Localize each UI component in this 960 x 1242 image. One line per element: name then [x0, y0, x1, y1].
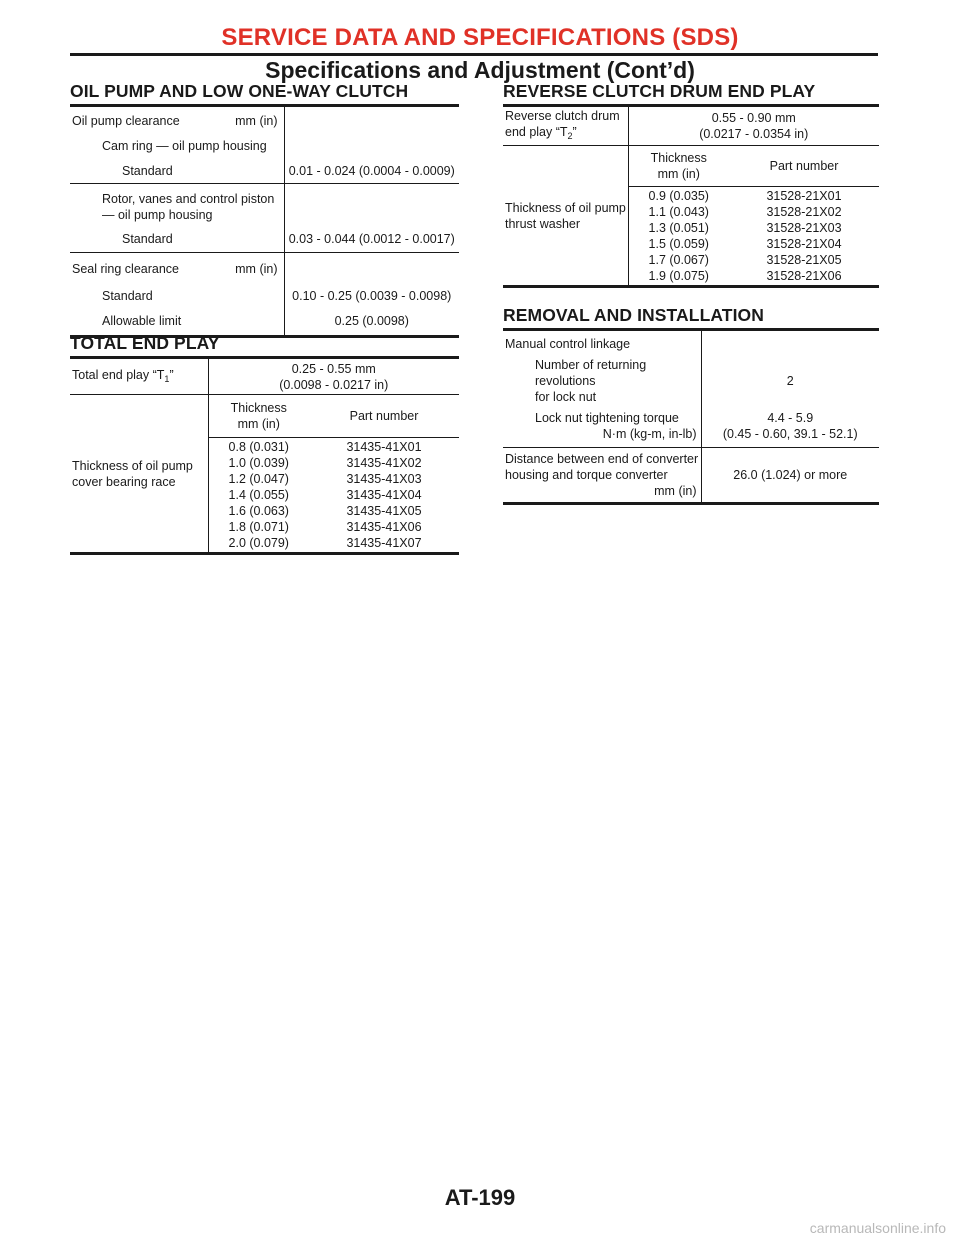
page-number: AT-199 — [444, 1185, 516, 1210]
section-title-removal: REMOVAL AND INSTALLATION — [503, 305, 764, 325]
header-divider — [70, 53, 878, 56]
oil-pump-clearance-label: Oil pump clearance — [72, 114, 180, 128]
thrust-washer-thickness-list — [628, 187, 729, 287]
list-item: 0.8 (0.031) — [228, 440, 289, 454]
page-header-subtitle: Specifications and Adjustment (Cont’d) — [265, 57, 695, 83]
list-item: 1.1 (0.043) — [648, 205, 709, 219]
section-title-reverse-clutch: REVERSE CLUTCH DRUM END PLAY — [503, 81, 816, 101]
total-end-play-label: Total end play “$T_1$” — [72, 367, 174, 384]
reverse-clutch-value: 0.55 - 0.90 mm (0.0217 - 0.0354 in) — [628, 107, 879, 146]
torque-value: 4.4 - 5.9 (0.45 - 0.60, 39.1 - 52.1) — [701, 405, 879, 448]
seal-clearance-unit: mm (in) — [235, 262, 278, 276]
rotor-label-line2: — oil pump housing — [102, 208, 213, 222]
reverse-clutch-label: Reverse clutch drum end play “$T_2$” — [505, 109, 620, 141]
seal-standard-value: 0.10 - 0.25 (0.0039 - 0.0098) — [284, 285, 459, 307]
rotor-standard-label: Standard — [122, 232, 173, 246]
oil-pump-clearance-unit: mm (in) — [235, 114, 278, 128]
list-item: 31528-21X01 — [766, 189, 842, 203]
watermark: carmanualsonline.info — [809, 1220, 946, 1236]
seal-clearance-cell — [70, 253, 284, 286]
oil-pump-table — [70, 107, 459, 338]
list-item: 0.9 (0.035) — [648, 189, 709, 203]
list-item: 2.0 (0.079) — [228, 536, 289, 550]
bearing-race-label: Thickness of oil pump cover bearing race — [70, 395, 208, 554]
bearing-race-col-thickness: Thickness mm (in) — [208, 395, 309, 438]
list-item: 31435-41X01 — [346, 440, 422, 454]
total-end-play-table — [70, 359, 459, 555]
list-item: 1.0 (0.039) — [228, 456, 289, 470]
list-item: 1.5 (0.059) — [648, 237, 709, 251]
removal-table — [503, 331, 879, 505]
thrust-washer-col-part: Part number — [729, 146, 879, 187]
list-item: 1.8 (0.071) — [228, 520, 289, 534]
cam-ring-label: Cam ring — oil pump housing — [102, 138, 267, 153]
list-item: 1.9 (0.075) — [648, 269, 709, 283]
thrust-washer-label: Thickness of oil pump thrust washer — [503, 146, 628, 287]
thrust-washer-part-list — [729, 187, 879, 287]
list-item: 31435-41X02 — [346, 456, 422, 470]
list-item: 1.3 (0.051) — [648, 221, 709, 235]
bearing-race-col-part: Part number — [309, 395, 459, 438]
rotor-standard-value: 0.03 - 0.044 (0.0012 - 0.0017) — [284, 226, 459, 253]
seal-limit-value: 0.25 (0.0098) — [284, 307, 459, 337]
section-title-oil-pump: OIL PUMP AND LOW ONE-WAY CLUTCH — [70, 81, 409, 101]
list-item: 1.7 (0.067) — [648, 253, 709, 267]
section-title-total-end-play: TOTAL END PLAY — [70, 333, 220, 353]
distance-label: Distance between end of converter housing and torque converter mm (in) — [503, 448, 701, 504]
list-item: 1.4 (0.055) — [228, 488, 289, 502]
bearing-race-thickness-list — [208, 438, 309, 554]
torque-label: Lock nut tightening torque N·m (kg-m, in-lb) — [535, 411, 697, 441]
revolutions-label: Number of returning revolutions for lock nut — [535, 358, 647, 404]
rotor-label — [70, 184, 284, 227]
total-end-play-value: 0.25 - 0.55 mm (0.0098 - 0.0217 in) — [208, 359, 459, 395]
cam-standard-label: Standard — [122, 163, 173, 178]
thrust-washer-col-thickness: Thickness mm (in) — [628, 146, 729, 187]
list-item: 31528-21X04 — [766, 237, 842, 251]
seal-standard-label: Standard — [102, 289, 153, 303]
cam-standard-value: 0.01 - 0.024 (0.0004 - 0.0009) — [284, 158, 459, 184]
list-item: 31435-41X04 — [346, 488, 422, 502]
bearing-race-part-list — [309, 438, 459, 554]
manual-linkage-label: Manual control linkage — [505, 337, 631, 351]
list-item: 1.2 (0.047) — [228, 472, 289, 486]
list-item: 31435-41X06 — [346, 520, 422, 534]
list-item: 31528-21X05 — [766, 253, 842, 267]
list-item: 31528-21X02 — [766, 205, 842, 219]
list-item: 31435-41X07 — [346, 536, 422, 550]
seal-limit-label: Allowable limit — [70, 307, 284, 337]
list-item: 31435-41X03 — [346, 472, 422, 486]
distance-value: 26.0 (1.024) or more — [701, 448, 879, 504]
reverse-clutch-table — [503, 107, 879, 288]
rotor-label-line1: Rotor, vanes and control piston — [102, 192, 275, 206]
list-item: 1.6 (0.063) — [228, 504, 289, 518]
list-item: 31528-21X03 — [766, 221, 842, 235]
list-item: 31435-41X05 — [346, 504, 422, 518]
oil-pump-clearance-cell — [70, 107, 284, 133]
revolutions-value: 2 — [701, 357, 879, 405]
seal-clearance-label: Seal ring clearance — [72, 262, 180, 276]
page-header-title: SERVICE DATA AND SPECIFICATIONS (SDS) — [221, 24, 739, 51]
list-item: 31528-21X06 — [766, 269, 842, 283]
